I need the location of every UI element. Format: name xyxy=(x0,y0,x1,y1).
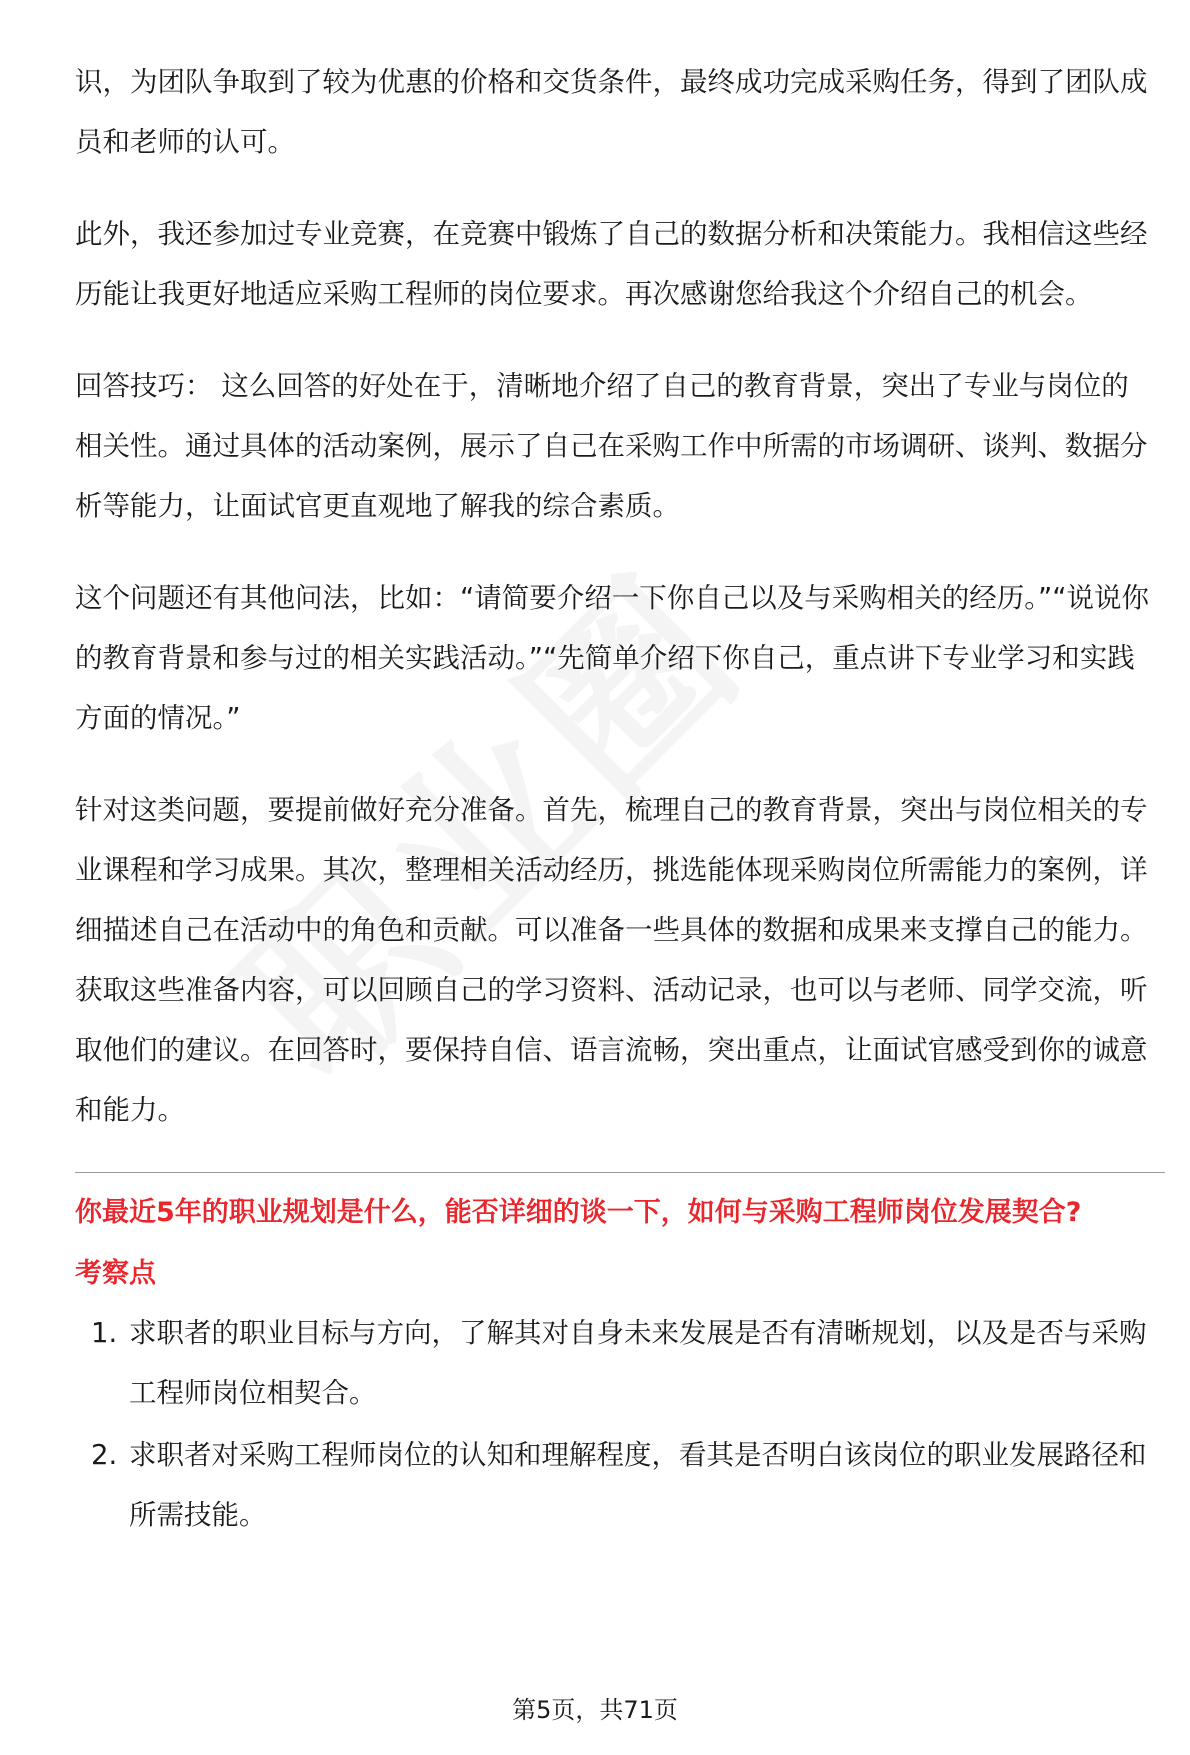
page-footer: 第5页，共71页 xyxy=(512,1696,678,1724)
list-item xyxy=(75,1303,1155,1423)
paragraph-alternate-questions: 这个问题还有其他问法，比如：“请简要介绍一下你自己以及与采购相关的经历。”“说说你的教育背景和参与过的相关实践活动。”“先简单介绍下你自己，重点讲下专业学习和实践方面的情况。” xyxy=(75,582,1149,734)
list-item xyxy=(75,1425,1155,1545)
list-text: 求职者对采购工程师岗位的认知和理解程度，看其是否明白该岗位的职业发展路径和所需技能。 xyxy=(129,1439,1147,1531)
section-divider xyxy=(75,1172,1165,1173)
list-number: 2. xyxy=(91,1439,118,1471)
paragraph-preparation: 针对这类问题，要提前做好充分准备。首先，梳理自己的教育背景，突出与岗位相关的专业课程和学习成果。其次，整理相关活动经历，挑选能体现采购岗位所需能力的案例，详细描述自己在活动中的角色和贡献。可以准备一些具体的数据和成果来支撑自己的能力。获取这些准备内容，可以回顾自己的学习资料、活动记录，也可以与老师、同学交流，听取他们的建议。在回答时，要保持自信、语言流畅，突出重点，让面试官感受到你的诚意和能力。 xyxy=(75,794,1148,1126)
paragraph-2: 此外，我还参加过专业竞赛，在竞赛中锻炼了自己的数据分析和决策能力。我相信这些经历能让我更好地适应采购工程师的岗位要求。再次感谢您给我这个介绍自己的机会。 xyxy=(75,218,1148,310)
list-number: 1. xyxy=(91,1317,118,1349)
question-subheading: 考察点 xyxy=(75,1258,156,1289)
document-body xyxy=(75,52,1155,1547)
list-text: 求职者的职业目标与方向，了解其对自身未来发展是否有清晰规划，以及是否与采购工程师岗位相契合。 xyxy=(129,1317,1147,1409)
paragraph-1: 识，为团队争取到了较为优惠的价格和交货条件，最终成功完成采购任务，得到了团队成员和老师的认可。 xyxy=(75,66,1148,158)
evaluation-points-list xyxy=(75,1303,1155,1545)
question-title: 你最近5年的职业规划是什么，能否详细的谈一下，如何与采购工程师岗位发展契合? xyxy=(75,1197,1082,1228)
paragraph-answer-tips: 回答技巧： 这么回答的好处在于，清晰地介绍了自己的教育背景，突出了专业与岗位的相关性。通过具体的活动案例，展示了自己在采购工作中所需的市场调研、谈判、数据分析等能力，让面试官更直观地了解我的综合素质。 xyxy=(75,370,1148,522)
